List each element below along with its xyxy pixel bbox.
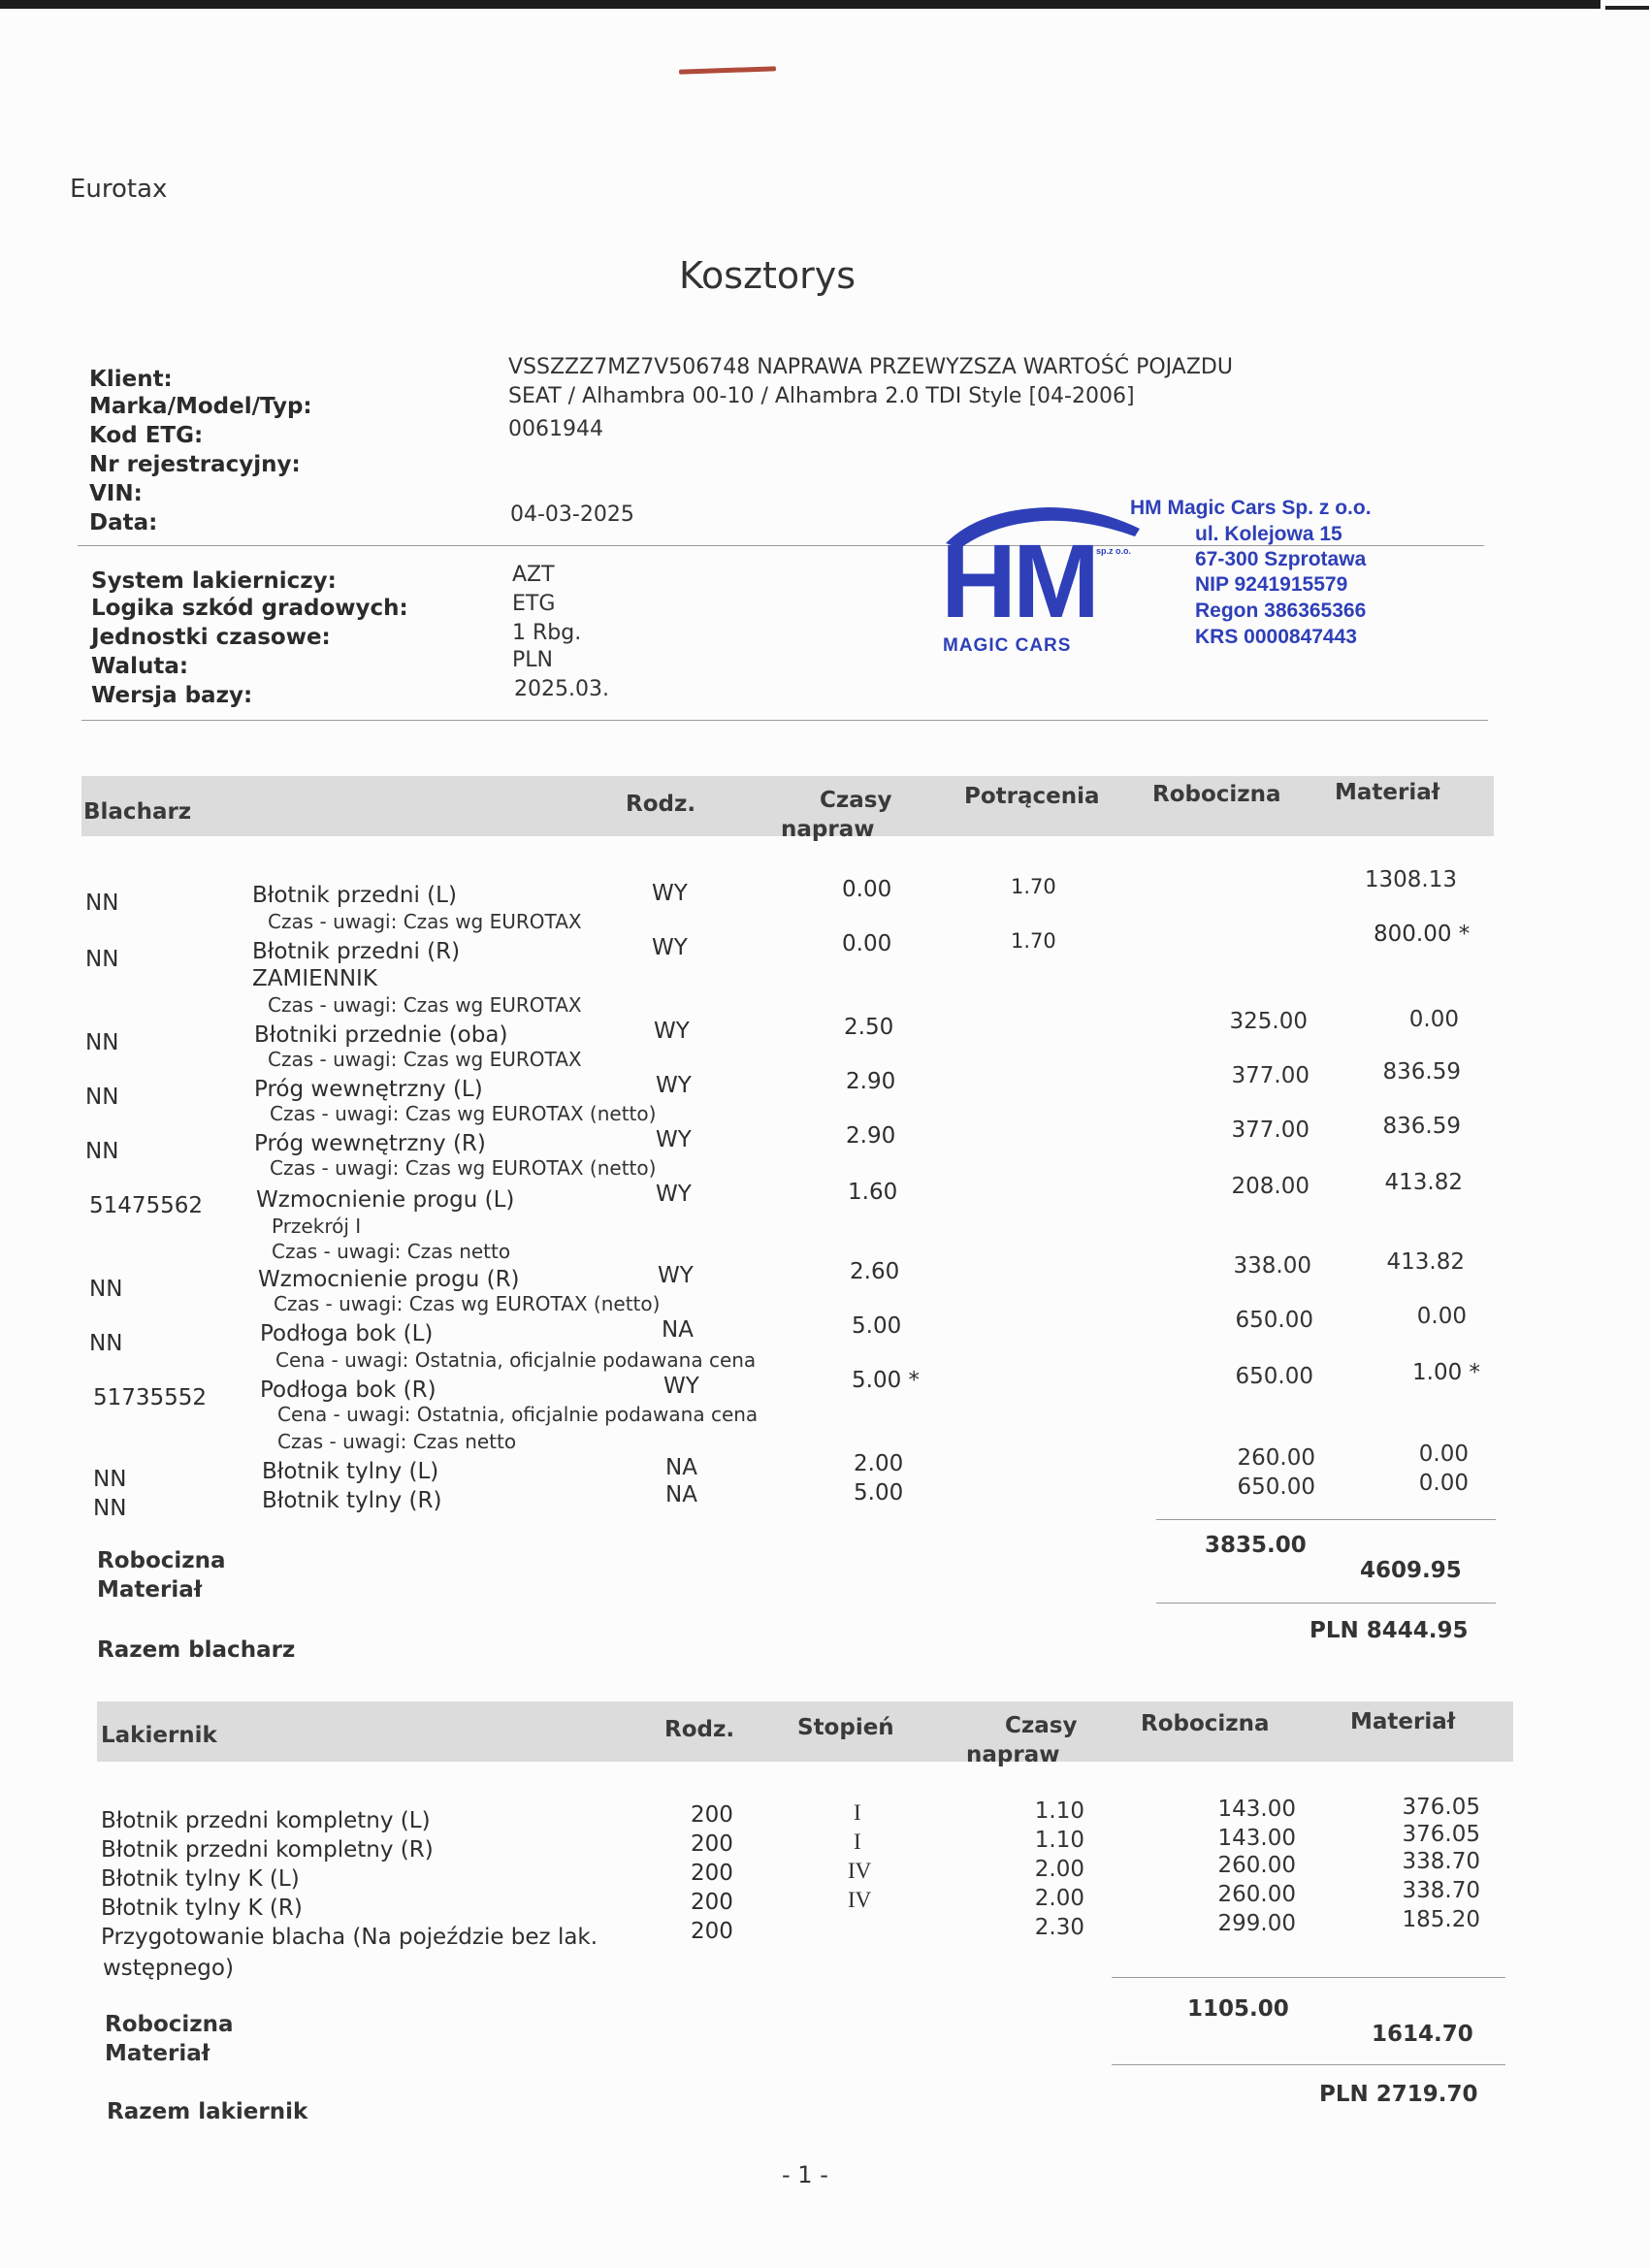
table-row-rodz: WY — [663, 1374, 699, 1399]
table-row-material: 338.70 — [1402, 1849, 1480, 1874]
info-value: AZT — [512, 563, 555, 587]
razem-label: Razem lakiernik — [107, 2099, 308, 2124]
col-czasy-2: napraw — [966, 1742, 1060, 1767]
pen-mark — [679, 66, 776, 74]
table-row-stopien: IV — [848, 1859, 872, 1883]
table-row-czas: 2.00 — [1034, 1886, 1084, 1911]
scan-edge — [1605, 6, 1649, 10]
table-row-robocizna: 260.00 — [1237, 1445, 1315, 1471]
col-robocizna: Robocizna — [1141, 1711, 1270, 1736]
col-material: Materiał — [1350, 1709, 1456, 1734]
table-row-name: Błotnik przedni kompletny (L) — [101, 1808, 431, 1833]
stamp-logo-small: sp.z o.o. — [1096, 546, 1131, 556]
info-label: System lakierniczy: — [91, 568, 337, 594]
info-label: Jednostki czasowe: — [91, 625, 331, 650]
table-row-czas: 1.10 — [1034, 1828, 1084, 1853]
table-row-stopien: IV — [848, 1888, 872, 1912]
table-row-rodz: NA — [665, 1482, 697, 1507]
table-row-robocizna: 260.00 — [1217, 1853, 1296, 1878]
row-note: Czas - uwagi: Czas wg EUROTAX — [268, 993, 582, 1017]
material-total: 1614.70 — [1372, 2022, 1473, 2047]
table-row-czas: 2.50 — [844, 1015, 894, 1040]
table-row-material: 0.00 — [1418, 1442, 1469, 1467]
scan-edge — [0, 0, 1600, 9]
table-row-rodz: WY — [656, 1182, 692, 1207]
table-row-name: Błotniki przednie (oba) — [254, 1022, 508, 1048]
table-row-nr: 51735552 — [93, 1385, 208, 1410]
stamp-line: Regon 386365366 — [1195, 599, 1367, 622]
table-row-material: 413.82 — [1384, 1170, 1463, 1195]
info-label: Klient: — [89, 367, 173, 392]
date-value: 04-03-2025 — [510, 502, 634, 527]
table-row-nr: NN — [85, 1085, 119, 1110]
kod-etg-value: 0061944 — [508, 417, 603, 441]
row-note: Czas - uwagi: Czas netto — [277, 1430, 517, 1453]
company-stamp — [931, 490, 1387, 674]
stamp-logo: HM — [941, 522, 1096, 639]
col-czasy: Czasy — [820, 788, 892, 813]
table-row-name: Przygotowanie blacha (Na pojeździe bez lak. — [101, 1925, 598, 1950]
table-row-name: Błotnik tylny K (R) — [101, 1895, 303, 1921]
col-stopien: Stopień — [797, 1715, 894, 1740]
row-note: Czas - uwagi: Czas wg EUROTAX (netto) — [274, 1292, 661, 1315]
blacharz-heading: Blacharz — [83, 799, 192, 825]
table-row-rodz: 200 — [691, 1890, 733, 1915]
table-row-robocizna: 650.00 — [1235, 1308, 1313, 1333]
table-row-czas: 2.00 — [854, 1451, 904, 1476]
table-row-czas: 2.90 — [846, 1123, 896, 1149]
table-row-name: Błotnik tylny (R) — [262, 1488, 442, 1513]
table-row-stopien: I — [854, 1800, 861, 1825]
summary-label: Robocizna — [97, 1548, 226, 1573]
info-label: Waluta: — [91, 654, 189, 679]
table-row-rodz: WY — [652, 935, 688, 960]
table-row-name: Błotnik przedni (L) — [252, 883, 457, 908]
table-row-rodz: 200 — [691, 1831, 733, 1857]
stamp-line: 67-300 Szprotawa — [1195, 548, 1367, 570]
table-row-name: Próg wewnętrzny (L) — [254, 1077, 483, 1102]
col-rodz: Rodz. — [664, 1717, 735, 1742]
table-row-potracenia: 1.70 — [1011, 929, 1056, 953]
table-row-rodz: WY — [656, 1127, 692, 1152]
info-label: Data: — [89, 510, 158, 535]
vin-value: VSSZZZ7MZ7V506748 NAPRAWA PRZEWYZSZA WARTOŚĆ POJAZDU — [508, 355, 1233, 379]
razem-total: PLN 2719.70 — [1319, 2082, 1478, 2107]
table-row-name: Błotnik tylny (L) — [262, 1459, 439, 1484]
table-row-name: Próg wewnętrzny (R) — [254, 1131, 486, 1156]
table-row-rodz: WY — [656, 1073, 692, 1098]
row-note: Czas - uwagi: Czas wg EUROTAX — [268, 1048, 582, 1071]
table-row-material: 836.59 — [1382, 1114, 1461, 1139]
table-row-czas: 2.90 — [846, 1069, 896, 1094]
lakiernik-heading: Lakiernik — [101, 1723, 217, 1748]
table-row-robocizna: 650.00 — [1237, 1474, 1315, 1500]
col-material: Materiał — [1335, 780, 1440, 805]
table-row-nr: NN — [89, 1277, 123, 1302]
table-row-robocizna: 377.00 — [1231, 1063, 1310, 1088]
table-row-rodz: 200 — [691, 1861, 733, 1886]
table-row-robocizna: 260.00 — [1217, 1882, 1296, 1907]
table-row-czas: 2.00 — [1034, 1857, 1084, 1882]
col-potracenia: Potrącenia — [964, 784, 1100, 809]
table-row-material: 0.00 — [1408, 1007, 1459, 1032]
divider — [1112, 1977, 1505, 1978]
robocizna-total: 3835.00 — [1205, 1533, 1307, 1558]
row-note: Czas - uwagi: Czas netto — [272, 1240, 511, 1263]
table-row-robocizna: 338.00 — [1233, 1253, 1311, 1279]
table-row-nr: NN — [85, 1139, 119, 1164]
table-row-material: 376.05 — [1402, 1822, 1480, 1847]
table-row-robocizna: 325.00 — [1229, 1009, 1308, 1034]
table-row-czas: 5.00 * — [852, 1368, 921, 1393]
table-row-material: 338.70 — [1402, 1878, 1480, 1903]
summary-label: Robocizna — [105, 2012, 234, 2037]
stamp-line: HM Magic Cars Sp. z o.o. — [1130, 497, 1372, 519]
row-note: Cena - uwagi: Ostatnia, oficjalnie podawana cena — [277, 1403, 759, 1426]
table-row-czas: 0.00 — [842, 931, 892, 956]
table-row-robocizna: 208.00 — [1231, 1174, 1310, 1199]
info-label: VIN: — [89, 481, 143, 506]
info-label: Nr rejestracyjny: — [89, 452, 301, 477]
stamp-line: NIP 9241915579 — [1195, 573, 1348, 596]
row-note: Czas - uwagi: Czas wg EUROTAX — [268, 910, 582, 933]
table-row-rodz: WY — [658, 1263, 694, 1288]
table-row-robocizna: 143.00 — [1217, 1826, 1296, 1851]
robocizna-total: 1105.00 — [1187, 1996, 1289, 2022]
table-row-material: 0.00 — [1418, 1471, 1469, 1496]
row-continuation: wstępnego) — [103, 1956, 234, 1981]
table-row-name: Błotnik tylny K (L) — [101, 1866, 300, 1892]
table-row-material: 185.20 — [1402, 1907, 1480, 1932]
table-row-rodz: WY — [652, 881, 688, 906]
row-note: Czas - uwagi: Czas wg EUROTAX (netto) — [270, 1102, 657, 1125]
table-row-name: Wzmocnienie progu (R) — [258, 1267, 520, 1292]
info-value: ETG — [512, 592, 556, 616]
table-row-czas: 5.00 — [852, 1313, 902, 1339]
table-row-material: 376.05 — [1402, 1795, 1480, 1820]
table-row-potracenia: 1.70 — [1011, 875, 1056, 898]
model-value: SEAT / Alhambra 00-10 / Alhambra 2.0 TDI Style [04-2006] — [508, 384, 1135, 408]
stamp-line: KRS 0000847443 — [1195, 626, 1357, 648]
table-row-czas: 5.00 — [854, 1480, 904, 1506]
table-row-robocizna: 143.00 — [1217, 1797, 1296, 1822]
table-row-czas: 2.30 — [1034, 1915, 1084, 1940]
table-row-czas: 0.00 — [842, 877, 892, 902]
table-row-rodz: NA — [665, 1455, 697, 1480]
page-title: Kosztorys — [679, 254, 857, 297]
info-value: 2025.03. — [514, 677, 609, 701]
table-row-nr: NN — [85, 891, 119, 916]
table-row-czas: 1.10 — [1034, 1798, 1084, 1824]
table-row-material: 1308.13 — [1364, 867, 1457, 892]
table-row-name: Błotnik przedni kompletny (R) — [101, 1837, 434, 1863]
info-value: PLN — [512, 648, 553, 672]
table-row-material: 413.82 — [1386, 1249, 1465, 1275]
table-row-robocizna: 299.00 — [1217, 1911, 1296, 1936]
table-row-name: Podłoga bok (L) — [260, 1321, 434, 1346]
info-label: Logika szkód gradowych: — [91, 596, 408, 621]
info-label: Kod ETG: — [89, 423, 204, 448]
divider — [1156, 1519, 1496, 1520]
table-row-rodz: NA — [662, 1317, 694, 1343]
info-label: Marka/Model/Typ: — [89, 394, 312, 419]
info-value: 1 Rbg. — [512, 621, 582, 645]
info-label: Wersja bazy: — [91, 683, 253, 708]
material-total: 4609.95 — [1360, 1558, 1462, 1583]
table-row-robocizna: 650.00 — [1235, 1364, 1313, 1389]
table-row-name: Wzmocnienie progu (L) — [256, 1187, 515, 1213]
table-row-nr: NN — [89, 1331, 123, 1356]
row-note: ZAMIENNIK — [252, 966, 377, 991]
table-row-material: 0.00 — [1416, 1304, 1467, 1329]
divider — [1112, 2064, 1505, 2065]
divider — [1156, 1603, 1496, 1604]
table-row-czas: 1.60 — [848, 1180, 898, 1205]
stamp-line: ul. Kolejowa 15 — [1195, 523, 1342, 545]
table-row-material: 1.00 * — [1412, 1360, 1481, 1385]
row-note: Cena - uwagi: Ostatnia, oficjalnie podawana cena — [275, 1348, 757, 1372]
table-row-stopien: I — [854, 1830, 861, 1854]
table-row-nr: NN — [93, 1496, 127, 1521]
table-row-nr: NN — [85, 1030, 119, 1055]
stamp-logo-sub: MAGIC CARS — [943, 635, 1072, 656]
summary-label: Materiał — [97, 1577, 203, 1603]
table-row-robocizna: 377.00 — [1231, 1118, 1310, 1143]
table-row-rodz: WY — [654, 1019, 690, 1044]
table-row-rodz: 200 — [691, 1919, 733, 1944]
col-rodz: Rodz. — [626, 792, 696, 817]
table-row-nr: 51475562 — [89, 1193, 204, 1218]
summary-label: Materiał — [105, 2041, 210, 2066]
col-czasy-2: napraw — [781, 817, 875, 842]
table-row-material: 800.00 * — [1374, 922, 1471, 947]
table-row-rodz: 200 — [691, 1802, 733, 1828]
divider — [81, 720, 1488, 721]
table-row-material: 836.59 — [1382, 1059, 1461, 1085]
col-robocizna: Robocizna — [1152, 782, 1281, 807]
table-row-nr: NN — [85, 947, 119, 972]
razem-label: Razem blacharz — [97, 1637, 296, 1663]
razem-total: PLN 8444.95 — [1310, 1618, 1469, 1643]
row-note: Przekrój I — [272, 1215, 362, 1238]
table-row-name: Błotnik przedni (R) — [252, 939, 461, 964]
col-czasy: Czasy — [1005, 1713, 1078, 1738]
table-row-czas: 2.60 — [850, 1259, 900, 1284]
table-row-nr: NN — [93, 1467, 127, 1492]
page-number: - 1 - — [782, 2161, 828, 2188]
table-row-name: Podłoga bok (R) — [260, 1377, 436, 1403]
row-note: Czas - uwagi: Czas wg EUROTAX (netto) — [270, 1156, 657, 1180]
source-label: Eurotax — [70, 175, 168, 204]
